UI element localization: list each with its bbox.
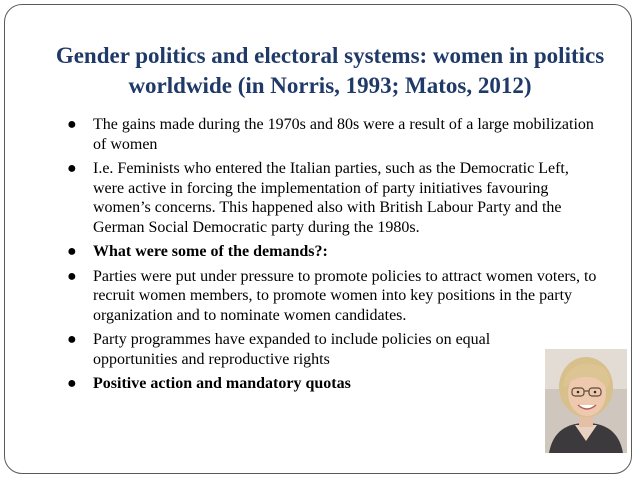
bullet-list [67, 115, 602, 399]
bullet-icon: ● [67, 267, 77, 285]
bullet-text: I.e. Feminists who entered the Italian parties, such as the Democratic Left, were active in forcing the implementation of party initiatives favouring women’s concerns. This happened also with British Labour Party and the German Social Democratic party during the 1980s. [93, 160, 569, 236]
slide [4, 4, 632, 474]
bullet-text: What were some of the demands?: [93, 243, 328, 260]
bullet-icon: ● [67, 160, 77, 177]
bullet-icon: ● [67, 116, 77, 133]
bullet-icon: ● [67, 243, 77, 260]
portrait-photo [545, 349, 627, 453]
bullet-icon: ● [67, 331, 77, 348]
bullet-text: Party programmes have expanded to include policies on equal opportunities and reproductive rights [93, 331, 491, 368]
slide-title: Gender politics and electoral systems: women in politics worldwide (in Norris, 1993; Matos, 2012) [55, 43, 605, 98]
portrait-image [545, 349, 627, 453]
bullet-item [67, 115, 602, 154]
bullet-text: Positive action and mandatory quotas [93, 375, 351, 392]
bullet-item [67, 330, 602, 369]
bullet-text: Parties were put under pressure to promote policies to attract women voters, to recruit women members, to promote women into key positions in the party organization and to nominate women candidates. [93, 267, 597, 324]
bullet-item [67, 267, 602, 326]
bullet-item [67, 159, 602, 237]
bullet-item [67, 242, 602, 262]
bullet-text: The gains made during the 1970s and 80s were a result of a large mobilization of women [93, 116, 594, 153]
bullet-item [67, 374, 602, 394]
bullet-icon: ● [67, 375, 77, 392]
